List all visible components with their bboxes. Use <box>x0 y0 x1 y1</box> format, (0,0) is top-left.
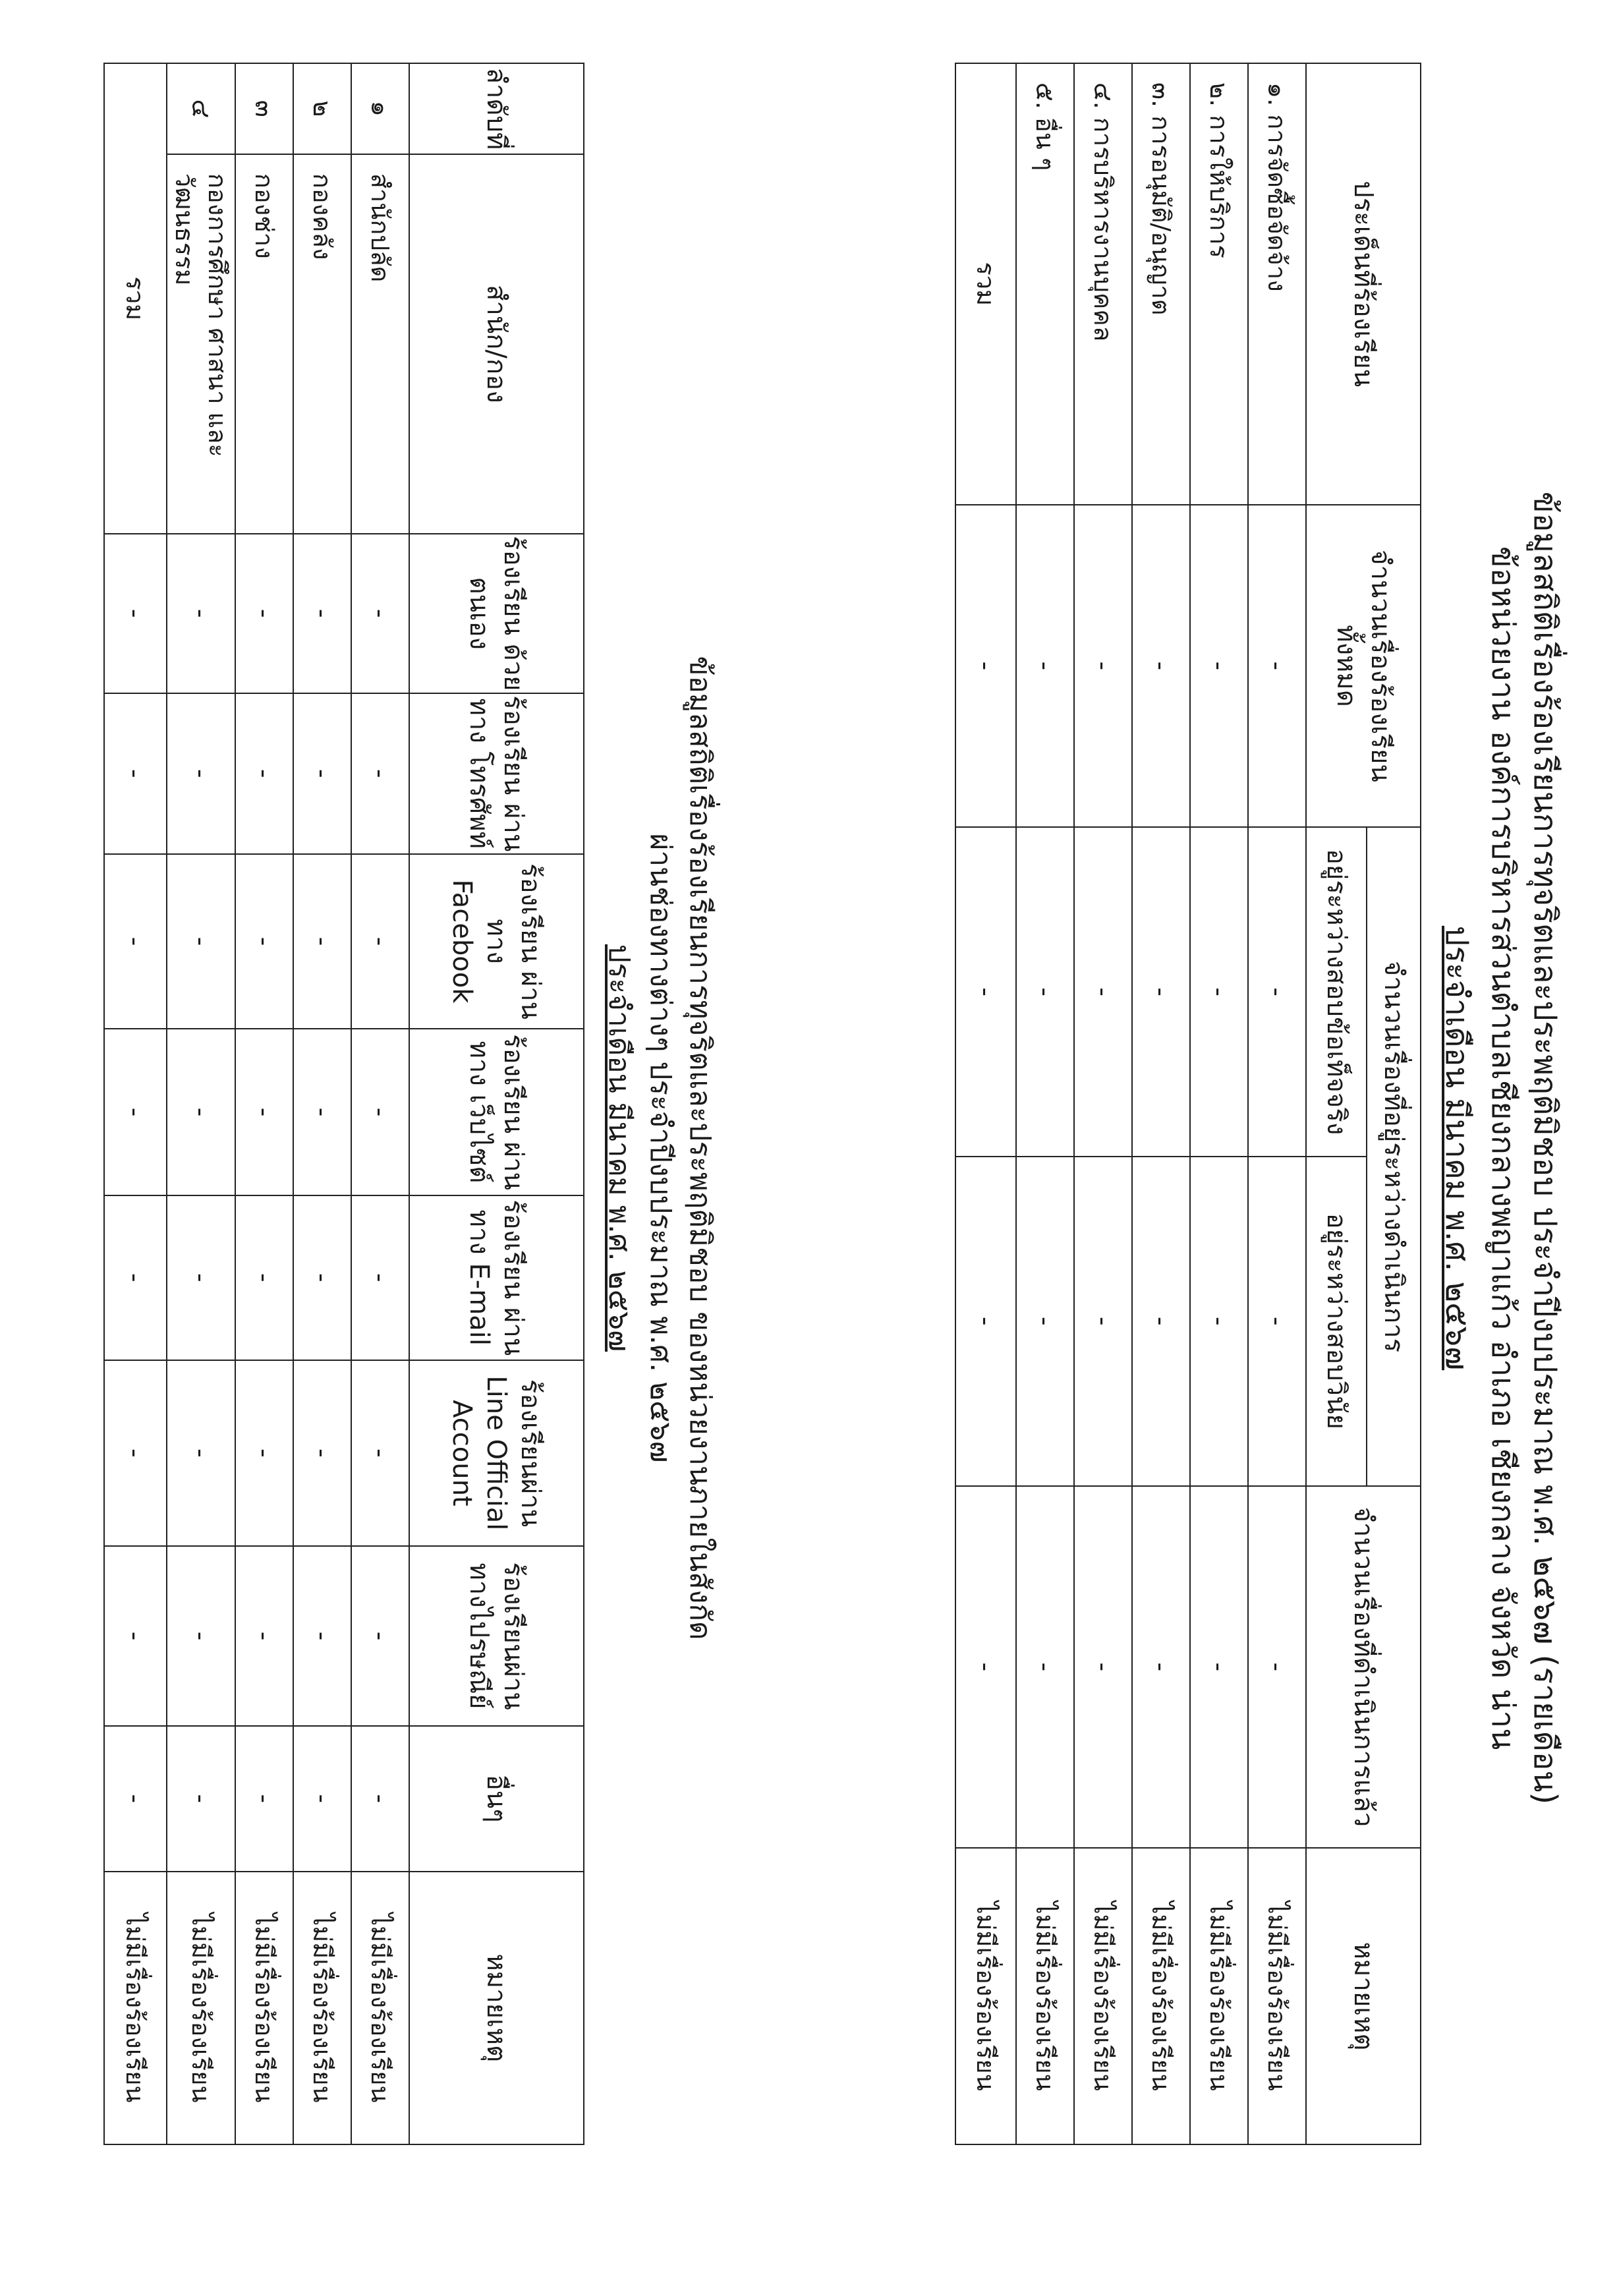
hdr2-web: ร้องเรียน ผ่านทาง เว็บไซต์ <box>409 1029 584 1195</box>
hdr-pending-fact: อยู่ระหว่างสอบข้อเท็จจริง <box>1306 827 1367 1157</box>
cell-facebook: - <box>235 854 293 1029</box>
cell-fact: - <box>1132 827 1190 1157</box>
cell-phone: - <box>293 693 351 854</box>
cell-unit: กองช่าง <box>235 154 293 534</box>
hdr2-post: ร้องเรียนผ่าน ทางไปรษณีย์ <box>409 1546 584 1726</box>
cell-web: - <box>293 1029 351 1195</box>
total-cell-total: - <box>955 505 1016 828</box>
cell-note: ไม่มีเรื่องร้องเรียน <box>293 1872 351 2144</box>
cell-done: - <box>1190 1486 1248 1849</box>
cell-note: ไม่มีเรื่องร้องเรียน <box>167 1872 235 2144</box>
cell-web: - <box>235 1029 293 1195</box>
total-row <box>104 63 167 2144</box>
cell-post: - <box>235 1546 293 1726</box>
hdr2-unit: สำนัก/กอง <box>409 154 584 534</box>
cell-self: - <box>235 534 293 693</box>
table-row <box>1074 63 1132 2144</box>
complaint-type-table <box>955 63 1421 2145</box>
total-cell-done: - <box>955 1486 1016 1849</box>
cell-fact: - <box>1248 827 1306 1157</box>
cell-note: ไม่มีเรื่องร้องเรียน <box>1248 1848 1306 2144</box>
table-row <box>235 63 293 2144</box>
cell-line: - <box>167 1360 235 1547</box>
cell-other: - <box>167 1726 235 1872</box>
total-cell-web: - <box>104 1029 167 1195</box>
total-cell-facebook: - <box>104 854 167 1029</box>
cell-total: - <box>1132 505 1190 828</box>
hdr2-no: ลำดับที่ <box>409 63 584 154</box>
cell-total: - <box>1248 505 1306 828</box>
cell-type: ๑. การจัดซื้อจัดจ้าง <box>1248 63 1306 505</box>
total-cell-self: - <box>104 534 167 693</box>
cell-email: - <box>167 1195 235 1360</box>
table-row <box>1016 63 1074 2144</box>
total-cell-phone: - <box>104 693 167 854</box>
cell-total: - <box>1016 505 1074 828</box>
total-cell-note: ไม่มีเรื่องร้องเรียน <box>104 1872 167 2144</box>
cell-type: ๕. อื่น ๆ <box>1016 63 1074 505</box>
cell-other: - <box>235 1726 293 1872</box>
cell-email: - <box>293 1195 351 1360</box>
title-3: ประจำเดือน มีนาคม พ.ศ. ๒๕๖๗ <box>1438 925 1475 1371</box>
hdr-total: จำนวนเรื่องร้องเรียน ทั้งหมด <box>1306 505 1421 828</box>
cell-unit: สำนักปลัด <box>351 154 409 534</box>
total-row <box>955 63 1016 2144</box>
cell-line: - <box>351 1360 409 1547</box>
cell-web: - <box>351 1029 409 1195</box>
cell-phone: - <box>167 693 235 854</box>
cell-facebook: - <box>293 854 351 1029</box>
total-cell-email: - <box>104 1195 167 1360</box>
total-cell-note: ไม่มีเรื่องร้องเรียน <box>955 1848 1016 2144</box>
cell-other: - <box>293 1726 351 1872</box>
hdr2-facebook: ร้องเรียน ผ่านทาง Facebook <box>409 854 584 1029</box>
cell-phone: - <box>351 693 409 854</box>
cell-no: ๔ <box>167 63 235 154</box>
hdr-pending: จำนวนเรื่องที่อยู่ระหว่างดำเนินการ <box>1367 827 1421 1485</box>
hdr-pending-disc: อยู่ระหว่างสอบวินัย <box>1306 1157 1367 1486</box>
cell-web: - <box>167 1029 235 1195</box>
hdr2-email: ร้องเรียน ผ่านทาง E-mail <box>409 1195 584 1360</box>
cell-fact: - <box>1074 827 1132 1157</box>
cell-post: - <box>351 1546 409 1726</box>
cell-unit: กองการศึกษา ศาสนา และวัฒนธรรม <box>167 154 235 534</box>
cell-done: - <box>1074 1486 1132 1849</box>
cell-note: ไม่มีเรื่องร้องเรียน <box>1132 1848 1190 2144</box>
cell-no: ๑ <box>351 63 409 154</box>
cell-disc: - <box>1190 1157 1248 1486</box>
cell-email: - <box>351 1195 409 1360</box>
cell-type: ๒. การให้บริการ <box>1190 63 1248 505</box>
total-cell-post: - <box>104 1546 167 1726</box>
hdr-type: ประเด็นที่ร้องเรียน <box>1306 63 1421 505</box>
cell-post: - <box>167 1546 235 1726</box>
cell-self: - <box>167 534 235 693</box>
cell-line: - <box>293 1360 351 1547</box>
title-6: ประจำเดือน มีนาคม พ.ศ. ๒๕๖๗ <box>602 944 636 1352</box>
cell-no: ๒ <box>293 63 351 154</box>
title-2: ข้อหน่วยงาน องค์การบริหารส่วนตำบลเชียงกลางพญาแก้ว อำเภอ เชียงกลาง จังหวัด น่าน <box>1485 546 1521 1750</box>
cell-total: - <box>1190 505 1248 828</box>
table-row <box>167 63 235 2144</box>
total-cell-disc: - <box>955 1157 1016 1486</box>
hdr2-self: ร้องเรียน ด้วยตนเอง <box>409 534 584 693</box>
cell-disc: - <box>1132 1157 1190 1486</box>
title-5: ผ่านช่องทางต่างๆ ประจำปีงบประมาณ พ.ศ. ๒๕๖๗ <box>644 833 677 1463</box>
table-row <box>1190 63 1248 2144</box>
cell-done: - <box>1016 1486 1074 1849</box>
table-row <box>1132 63 1190 2144</box>
total-cell-line: - <box>104 1360 167 1547</box>
cell-note: ไม่มีเรื่องร้องเรียน <box>1190 1848 1248 2144</box>
table-row <box>1248 63 1306 2144</box>
title-1: ข้อมูลสถิติเรื่องร้องเรียนการทุจริตและประพฤติมิชอบ ประจำปีงบประมาณ พ.ศ. ๒๕๖๗ (รายเดือน) <box>1527 491 1564 1805</box>
total-cell-label: รวม <box>955 63 1016 505</box>
hdr2-phone: ร้องเรียน ผ่านทาง โทรศัพท์ <box>409 693 584 854</box>
cell-total: - <box>1074 505 1132 828</box>
cell-self: - <box>351 534 409 693</box>
cell-note: ไม่มีเรื่องร้องเรียน <box>351 1872 409 2144</box>
cell-fact: - <box>1190 827 1248 1157</box>
cell-other: - <box>351 1726 409 1872</box>
hdr-note: หมายเหตุ <box>1306 1848 1421 2144</box>
cell-fact: - <box>1016 827 1074 1157</box>
cell-done: - <box>1132 1486 1190 1849</box>
total-cell-label: รวม <box>104 63 167 534</box>
cell-email: - <box>235 1195 293 1360</box>
cell-unit: กองคลัง <box>293 154 351 534</box>
cell-disc: - <box>1074 1157 1132 1486</box>
cell-done: - <box>1248 1486 1306 1849</box>
total-cell-other: - <box>104 1726 167 1872</box>
cell-type: ๓. การอนุมัติ/อนุญาต <box>1132 63 1190 505</box>
cell-post: - <box>293 1546 351 1726</box>
table-row <box>351 63 409 2144</box>
hdr2-other: อื่นๆ <box>409 1726 584 1872</box>
cell-note: ไม่มีเรื่องร้องเรียน <box>1074 1848 1132 2144</box>
table-row <box>293 63 351 2144</box>
cell-note: ไม่มีเรื่องร้องเรียน <box>235 1872 293 2144</box>
cell-facebook: - <box>351 854 409 1029</box>
cell-self: - <box>293 534 351 693</box>
hdr2-line: ร้องเรียนผ่าน Line Official Account <box>409 1360 584 1547</box>
cell-facebook: - <box>167 854 235 1029</box>
hdr-done: จำนวนเรื่องที่ดำเนินการแล้ว <box>1306 1486 1421 1849</box>
title-4: ข้อมูลสถิติเรื่องร้องเรียนการทุจริตและประพฤติมิชอบ ของหน่วยงานภายในสังกัด <box>683 656 717 1640</box>
cell-note: ไม่มีเรื่องร้องเรียน <box>1016 1848 1074 2144</box>
cell-disc: - <box>1016 1157 1074 1486</box>
total-cell-fact: - <box>955 827 1016 1157</box>
complaint-channel-table <box>103 63 584 2145</box>
cell-no: ๓ <box>235 63 293 154</box>
cell-line: - <box>235 1360 293 1547</box>
cell-type: ๔. การบริหารงานบุคคล <box>1074 63 1132 505</box>
hdr2-note: หมายเหตุ <box>409 1872 584 2144</box>
cell-phone: - <box>235 693 293 854</box>
cell-disc: - <box>1248 1157 1306 1486</box>
